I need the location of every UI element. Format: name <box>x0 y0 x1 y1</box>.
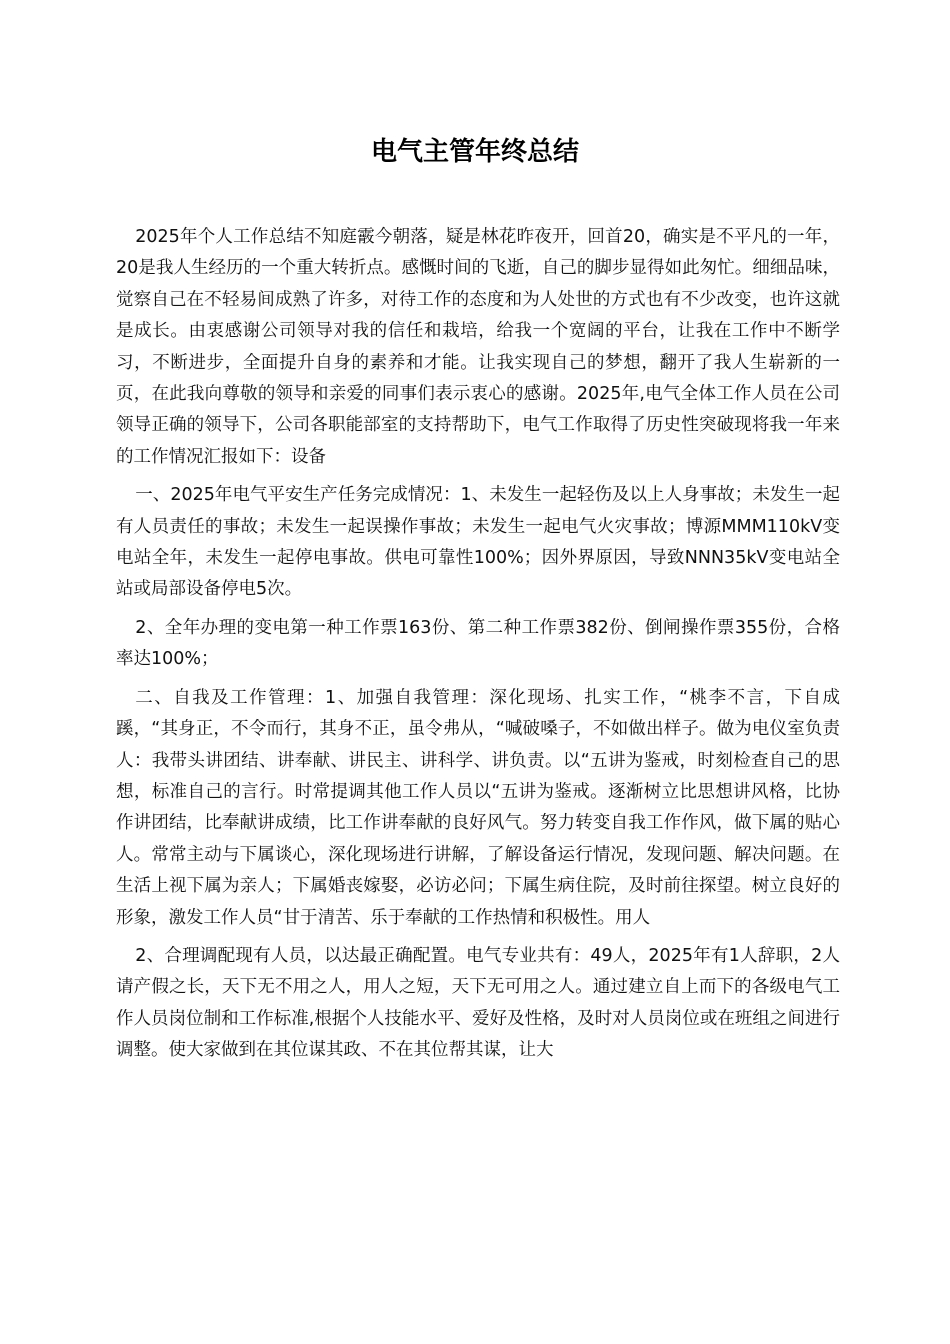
paragraph-work-tickets: 2、全年办理的变电第一种工作票163份、第二种工作票382份、倒闸操作票355份，合格率达100%； <box>116 617 840 670</box>
document-title: 电气主管年终总结 <box>370 137 579 167</box>
paragraph-staff-allocation: 2、合理调配现有人员，以达最正确配置。电气专业共有：49人，2025年有1人辞职，2人请产假之长，天下无不用之人，用人之短，天下无可用之人。通过建立自上而下的各级电气工作人员岗位制和工作标准,根据个人技能水平、爱好及性格，及时对人员岗位或在班组之间进行调整。使大家做到在其位谋其政、不在其位帮其谋，让大 <box>116 945 840 1061</box>
paragraph-intro: 2025年个人工作总结不知庭霰今朝落，疑是林花昨夜开，回首20，确实是不平凡的一年，20是我人生经历的一个重大转折点。感慨时间的飞逝，自己的脚步显得如此匆忙。细细品味，觉察自己在不轻易间成熟了许多，对待工作的态度和为人处世的方式也有不少改变，也许这就是成长。由衷感谢公司领导对我的信任和栽培，给我一个宽阔的平台，让我在工作中不断学习，不断进步，全面提升自身的素养和才能。让我实现自己的梦想，翻开了我人生崭新的一页，在此我向尊敬的领导和亲爱的同事们表示衷心的感谢。2025年,电气全体工作人员在公司领导正确的领导下，公司各职能部室的支持帮助下，电气工作取得了历史性突破现将我一年来的工作情况汇报如下：设备 <box>116 227 840 467</box>
paragraph-safety-production: 一、2025年电气平安生产任务完成情况：1、未发生一起轻伤及以上人身事故；未发生一起有人员责任的事故；未发生一起误操作事故；未发生一起电气火灾事故；博源MMM110kV变电站全年，未发生一起停电事故。供电可靠性100%；因外界原因，导致NNN35kV变电站全站或局部设备停电5次。 <box>116 485 840 600</box>
document-body <box>116 222 840 1074</box>
paragraph-self-management: 二、自我及工作管理：1、加强自我管理：深化现场、扎实工作，“桃李不言，下自成蹊，“其身正，不令而行，其身不正，虽令弗从，“喊破嗓子，不如做出样子。做为电仪室负责人：我带头讲团结、讲奉献、讲民主、讲科学、讲负责。以“五讲为鉴戒，时刻检查自己的思想，标准自己的言行。时常提调其他工作人员以“五讲为鉴戒。逐渐树立比思想讲风格，比协作讲团结，比奉献讲成绩，比工作讲奉献的良好风气。努力转变自我工作作风，做下属的贴心人。常常主动与下属谈心，深化现场进行讲解，了解设备运行情况，发现问题、解决问题。在生活上视下属为亲人；下属婚丧嫁娶，必访必问；下属生病住院，及时前往探望。树立良好的形象，激发工作人员“甘于清苦、乐于奉献的工作热情和积极性。用人 <box>116 687 840 928</box>
